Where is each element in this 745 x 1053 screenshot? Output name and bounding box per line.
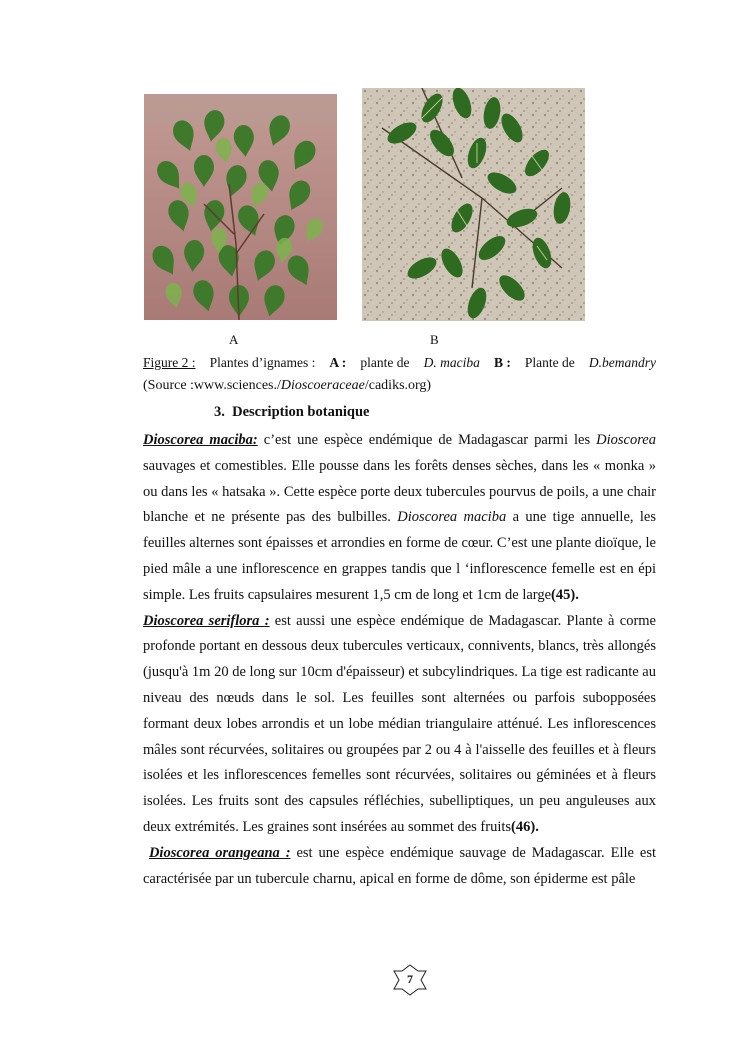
figure-caption bbox=[143, 355, 656, 371]
caption-a-species: D. maciba bbox=[423, 355, 480, 370]
caption-a-key: A : bbox=[329, 355, 347, 370]
source-suffix: /cadiks.org) bbox=[364, 378, 432, 393]
reference: (46). bbox=[511, 818, 539, 835]
plant-photo-bemandry bbox=[362, 88, 585, 321]
section-heading bbox=[214, 404, 370, 421]
figure-source bbox=[143, 378, 656, 394]
paragraph-text: a une tige annuelle, les feuilles alternes sont épaisses et arrondies en forme de cœur. C’est une plante dioïque, le pied mâle a une inflorescence en grappes tandis que l ‘inflorescence femelle est en épi simple. Les fruits capsulaires mesurent 1,5 cm de long et 1cm de large bbox=[143, 509, 656, 603]
paragraph-text: est aussi une espèce endémique de Madagascar. Plante à corme profonde portant en dessous deux tubercules verticaux, connivents, blancs, très allongés (jusqu'à 1m 20 de long sur 10cm d'épaisseur) et subcylindriques. La tige est radicante au niveau des nœuds dans le sol. Les feuilles sont alternées ou parfois subopposées formant deux lobes arrondis et un lobe médian triangulaire atténué. Les inflorescences mâles sont récurvées, solitaires ou groupées par 2 ou 4 à l'aisselle des feuilles et à fleurs isolées et les inflorescences femelles sont récurvées, solitaires ou géminées et à fleurs isolées. Les fruits sont des capsules réfléchies, subelliptiques, un peu anguleuses aux deux extrémités. Les graines sont insérées au sommet des fruits bbox=[143, 612, 656, 835]
figure-number: Figure 2 : bbox=[143, 355, 196, 370]
caption-b-text: Plante de bbox=[524, 355, 575, 370]
source-prefix: (Source :www.sciences./ bbox=[143, 378, 281, 393]
paragraph-text: sauvages et comestibles. Elle pousse dans les forêts denses sèches, dans les « monka » ou dans les « hatsaka ». Cette espèce porte deux tubercules pourvus de poils, a une chair blanche et ne présente pas des bulbilles. bbox=[143, 457, 656, 526]
figure-label-b: B bbox=[430, 332, 439, 347]
figure-photo-a bbox=[144, 94, 337, 320]
figure-label-a: A bbox=[229, 332, 239, 347]
species-orangeana: Dioscorea orangeana : bbox=[148, 844, 291, 861]
reference: (45). bbox=[551, 586, 579, 603]
source-italic: Dioscoeraceae bbox=[280, 378, 365, 393]
page-number-badge bbox=[393, 964, 427, 996]
genus-name: Dioscorea bbox=[596, 432, 656, 448]
caption-a-text: plante de bbox=[360, 355, 410, 370]
plant-photo-maciba bbox=[144, 94, 337, 320]
species-maciba: Dioscorea maciba: bbox=[143, 432, 258, 448]
paragraph-text: est une espèce endémique sauvage de Madagascar. Elle est caractérisée par un tubercule charnu, apical en forme de dôme, son épiderme est pâle bbox=[143, 844, 656, 887]
caption-b-species: D.bemandry bbox=[588, 355, 656, 370]
paragraph-maciba bbox=[143, 428, 656, 609]
page-number: 7 bbox=[407, 972, 413, 986]
caption-title: Plantes d’ignames : bbox=[209, 355, 316, 370]
species-seriflora: Dioscorea seriflora : bbox=[143, 612, 270, 629]
caption-b-key: B : bbox=[493, 355, 511, 370]
section-number: 3. bbox=[214, 404, 225, 420]
species-name: Dioscorea maciba bbox=[397, 509, 507, 526]
body-text bbox=[143, 428, 656, 892]
paragraph-text: c’est une espèce endémique de Madagascar parmi les bbox=[257, 432, 597, 448]
figure-photo-b bbox=[362, 88, 585, 321]
paragraph-seriflora bbox=[143, 609, 656, 841]
paragraph-orangeana bbox=[143, 841, 656, 893]
section-title: Description botanique bbox=[232, 404, 370, 420]
